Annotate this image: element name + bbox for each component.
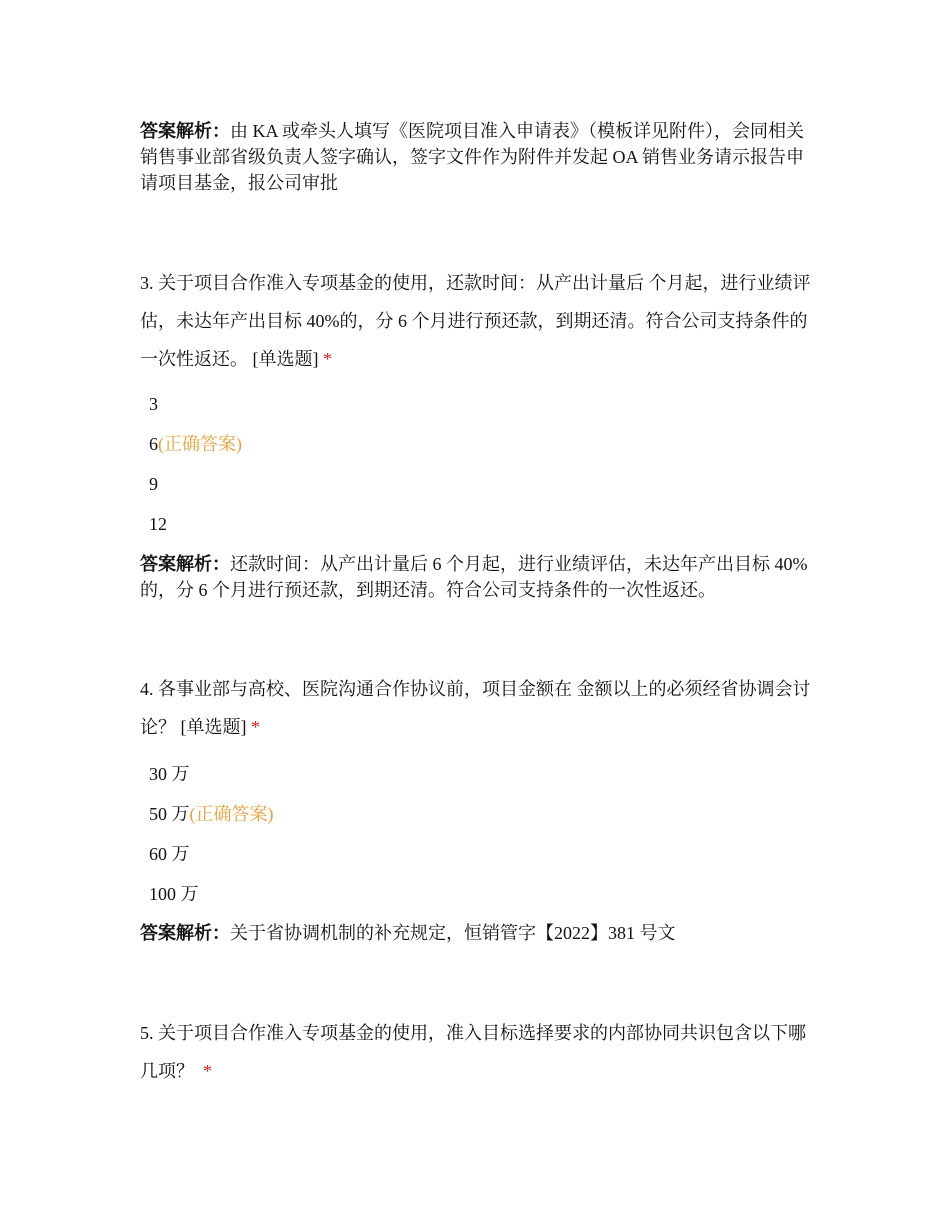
option-50wan[interactable] [149,794,829,834]
required-marker: * [251,717,260,737]
analysis-text: 还款时间：从产出计量后 6 个月起，进行业绩评估，未达年产出目标 40%的，分 6 个月进行预还款，到期还清。符合公司支持条件的一次性返还。 [140,554,808,600]
option-100wan[interactable] [149,874,829,914]
option-3[interactable] [149,384,829,424]
analysis-text: 关于省协调机制的补充规定，恒销管字【2022】381 号文 [230,923,676,943]
answer-analysis [140,118,820,196]
option-label: 3 [149,394,158,414]
answer-analysis [140,551,820,603]
question-4-options [140,754,829,914]
question-3-options [140,384,829,544]
question-text [140,670,820,746]
correct-answer-tag: (正确答案) [158,434,242,454]
required-marker: * [203,1061,212,1081]
question-4-stem: 4. 各事业部与高校、医院沟通合作协议前，项目金额在 金额以上的必须经省协调会讨论？ [单选题] [140,679,811,737]
question-text [140,264,820,378]
required-marker: * [323,349,332,369]
question-3-stem: 3. 关于项目合作准入专项基金的使用，还款时间：从产出计量后 个月起，进行业绩评估，未达年产出目标 40%的，分 6 个月进行预还款，到期还清。符合公司支持条件的一次性返还。 [单选题] [140,273,811,369]
option-12[interactable] [149,504,829,544]
option-30wan[interactable] [149,754,829,794]
correct-answer-tag: (正确答案) [189,804,274,824]
question-5-stem: 5. 关于项目合作准入专项基金的使用，准入目标选择要求的内部协同共识包含以下哪几项？ [140,1023,806,1081]
option-label: 50 万 [149,804,190,824]
analysis-text: 由 KA 或牵头人填写《医院项目准入申请表》（模板详见附件），会同相关销售事业部省级负责人签字确认，签字文件作为附件并发起 OA 销售业务请示报告申请项目基金，报公司审批 [140,121,805,193]
option-label: 9 [149,474,158,494]
option-6[interactable] [149,424,829,464]
question-5 [140,1014,820,1090]
option-label: 6 [149,434,158,454]
analysis-label: 答案解析： [140,554,230,574]
option-label: 12 [149,514,167,534]
analysis-label: 答案解析： [140,923,230,943]
analysis-block-3 [140,551,820,603]
question-text [140,1014,820,1090]
option-9[interactable] [149,464,829,504]
option-60wan[interactable] [149,834,829,874]
question-3 [140,264,820,378]
answer-analysis [140,920,820,946]
question-4 [140,670,820,746]
analysis-label: 答案解析： [140,121,230,141]
option-label: 100 万 [149,884,199,904]
analysis-block-prev [140,118,820,196]
analysis-block-4 [140,920,820,946]
option-label: 60 万 [149,844,190,864]
option-label: 30 万 [149,764,190,784]
